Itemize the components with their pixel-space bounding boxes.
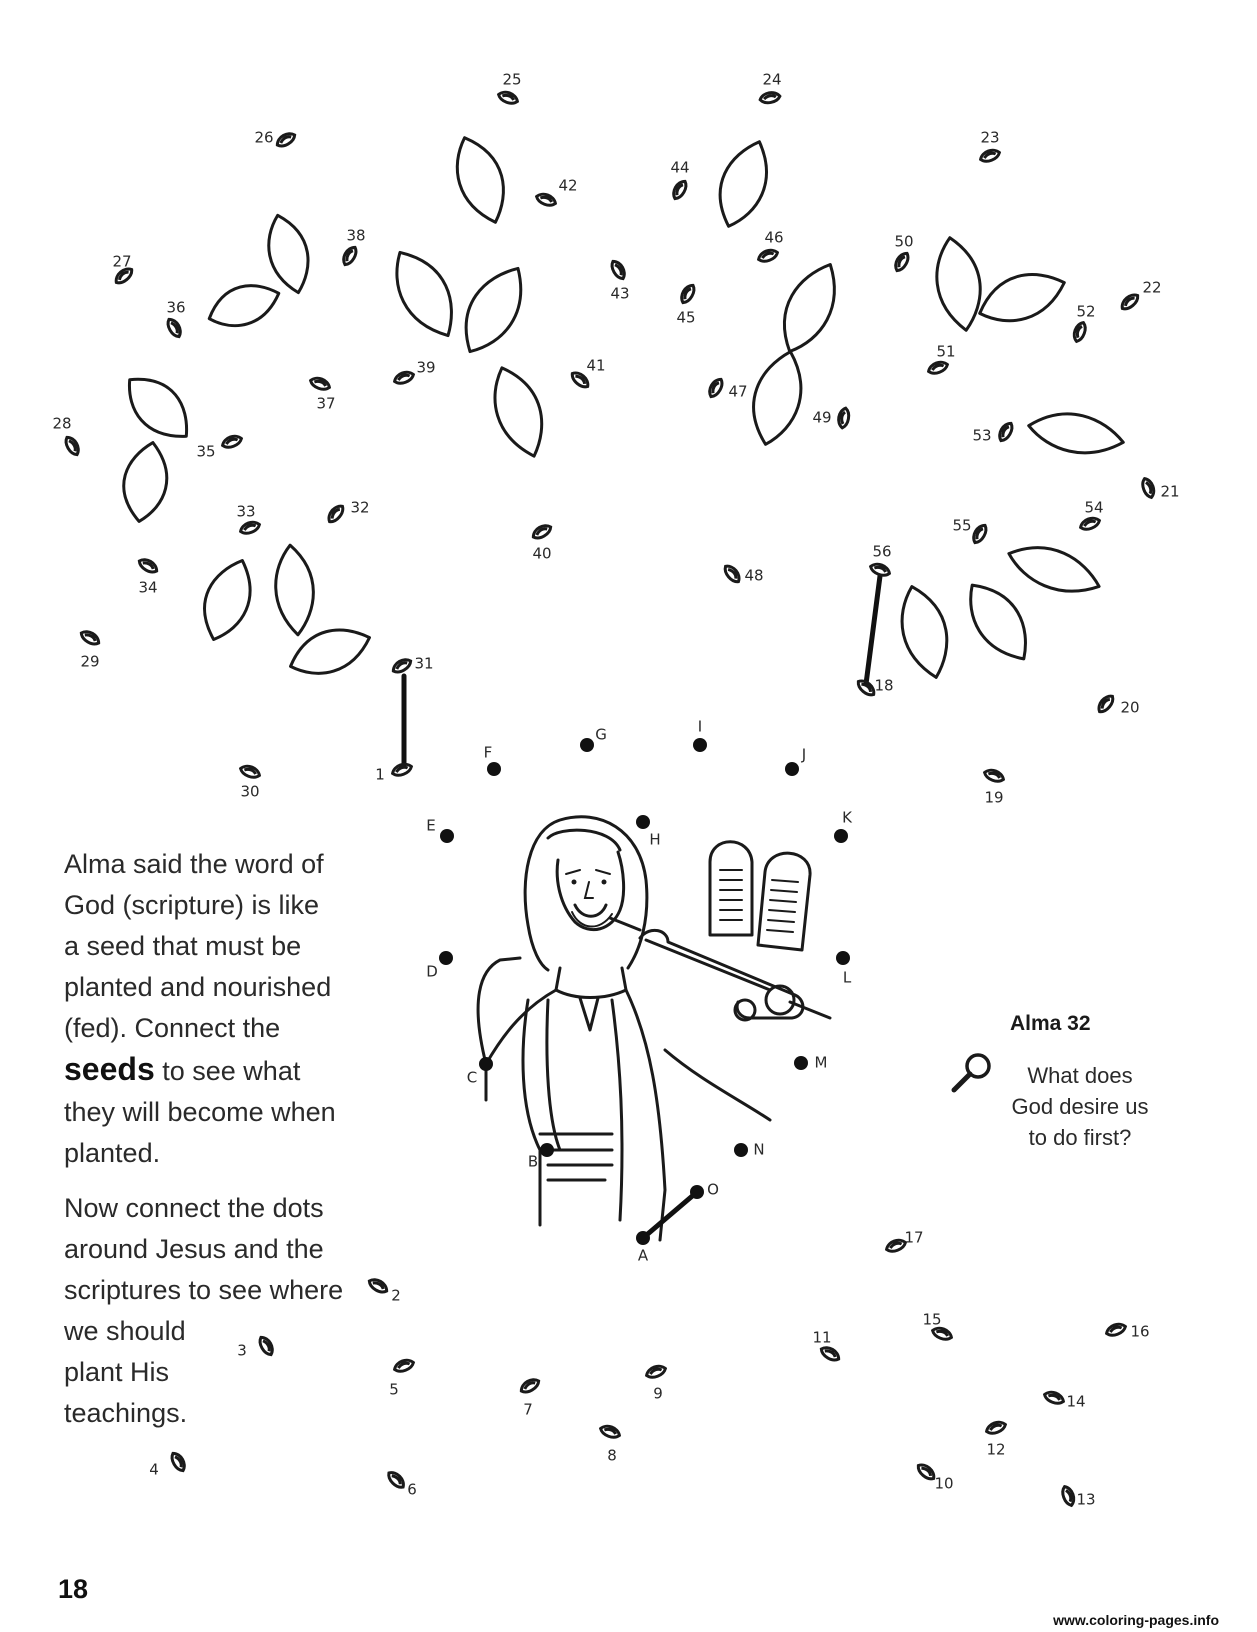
seed-number: 44 [670,158,690,177]
seed-number: 48 [744,566,764,585]
seed-9 [645,1364,667,1403]
seed-number: 18 [874,676,894,695]
seed-number: 2 [391,1286,401,1305]
seed-shape [983,768,1005,784]
seed-40 [531,522,553,562]
seed-44 [670,159,689,201]
seed-shape [979,148,1001,164]
leaf-shape [445,130,516,229]
intro-line: planted. [64,1138,161,1168]
seed-shape [309,376,331,392]
intro-line: a seed that must be [64,931,302,961]
intro-line: they will become when [64,1097,336,1127]
letter-dot-M [794,1054,827,1072]
seed-31 [391,655,434,675]
seed-number: 22 [1142,278,1162,297]
seed-number: 35 [196,442,216,461]
seed-10 [915,1462,953,1493]
seed-shape [927,360,949,376]
seed-51 [927,343,956,376]
letter-dot-E [426,817,454,844]
dot-letter: B [527,1152,539,1171]
seed-49 [812,407,850,428]
seed-shape [393,370,415,386]
seed-shape [670,179,688,201]
letter-dot-O [690,1181,719,1200]
intro-line: (fed). Connect the [64,1013,281,1043]
seed-shape [165,317,183,339]
seed-number: 29 [80,652,100,671]
seed-6 [386,1469,417,1498]
seed-43 [609,259,629,303]
seed-number: 38 [346,226,366,245]
seed-number: 37 [316,394,336,413]
seed-shape [1096,693,1116,715]
seed-shape [340,245,358,267]
seed-number: 36 [166,298,186,317]
intro-text [64,844,404,1448]
seed-number: 16 [1130,1322,1150,1341]
leaf-shape [381,241,468,347]
seed-number: 20 [1120,698,1140,717]
leaf-shape [118,439,174,525]
leaf-shape [743,346,811,450]
question-line: God desire us [1011,1094,1149,1119]
letter-dot-G [580,726,607,753]
seed-number: 42 [558,176,578,195]
intro-line: planted and nourished [64,972,332,1002]
instruction-line: Now connect the dots [64,1193,324,1223]
seed-15 [922,1311,953,1342]
seed-shape [706,377,724,399]
dot [580,738,594,752]
seed-14 [1043,1390,1085,1411]
leaf-shape [770,255,849,360]
seed-number: 34 [138,578,158,597]
seed-number: 19 [984,788,1004,807]
seed-39 [393,359,436,386]
seed-number: 55 [952,516,972,535]
seed-shape [137,556,159,574]
seed-28 [52,415,81,457]
seed-shape [722,563,742,585]
seed-shape [645,1364,667,1380]
seed-number: 3 [237,1341,247,1360]
seed-35 [196,434,242,461]
seed-shape [531,522,553,540]
seed-number: 25 [502,70,522,89]
seed-shape [391,656,413,674]
pre-drawn-connectors [404,576,880,766]
seed-number: 24 [762,70,782,89]
leaf-shape [284,618,377,684]
leaf-shape [193,553,261,646]
letter-dot-K [834,809,853,844]
seed-shape [169,1451,187,1473]
seed-number: 40 [532,544,552,563]
seed-number: 33 [236,502,256,521]
dot [636,815,650,829]
seed-20 [1096,693,1140,717]
seed-11 [812,1329,841,1363]
seed-19 [983,768,1005,807]
seed-50 [892,233,913,273]
seed-36 [165,299,185,339]
leaf-shape [483,360,555,463]
dot-letter: G [595,725,607,744]
seed-29 [79,628,101,670]
seed-shape [326,503,346,525]
dot [440,829,454,843]
seed-shape [275,130,297,148]
dot [479,1057,493,1071]
dot-letter: D [426,962,438,981]
seed-number: 9 [653,1384,663,1403]
seed-shape [609,259,627,281]
seed-45 [676,283,696,327]
letter-dot-D [426,951,453,981]
seed-shape [757,248,779,264]
dot-letter: A [637,1246,649,1265]
seed-shape [985,1420,1007,1436]
seed-number: 46 [764,228,784,247]
seed-23 [979,129,1001,164]
seed-25 [497,71,521,106]
seed-number: 15 [922,1310,942,1329]
seed-number: 52 [1076,302,1096,321]
dot [836,951,850,965]
seed-number: 51 [936,342,956,361]
seed-21 [1140,477,1179,501]
dot-letter: F [483,743,493,762]
seed-shape [599,1424,621,1440]
site-watermark: www.coloring-pages.info [1053,1612,1219,1628]
question-line: to do first? [1028,1125,1132,1150]
dot-letter: L [842,968,852,987]
dot [693,738,707,752]
leaf-shape [708,134,779,233]
seed-shape [239,520,261,536]
seed-shape [869,562,891,578]
seed-16 [1105,1322,1150,1341]
letter-dot-N [734,1141,765,1159]
letter-dot-C [467,1057,493,1087]
seed-shape [892,251,910,273]
seed-48 [722,563,763,585]
seed-shape [678,283,696,305]
intro-line: Alma said the word of [64,849,324,879]
letter-dot-H [636,815,661,849]
dot-letter: E [426,816,436,835]
leaf-shape [972,262,1071,333]
dot [734,1143,748,1157]
dot-letter: H [649,830,661,849]
seed-7 [519,1376,541,1418]
dot [439,951,453,965]
leaf-shape [955,573,1041,671]
leaf-shape [272,543,317,636]
seed-number: 23 [980,128,1000,147]
dot-letter: O [707,1180,719,1199]
seed-47 [706,377,747,401]
seed-shape [391,762,413,778]
seed-number: 6 [407,1480,417,1499]
seed-24 [759,71,781,105]
leaf-shape [115,364,201,450]
seed-number: 11 [812,1328,832,1347]
seed-4 [149,1451,187,1479]
dot [636,1231,650,1245]
dot [785,762,799,776]
seed-shape [759,91,780,104]
page-number: 18 [58,1574,89,1604]
instruction-line: teachings. [64,1398,188,1428]
seed-56 [869,543,891,578]
seed-12 [985,1420,1007,1459]
seed-shape [239,764,261,780]
seed-number: 1 [375,765,385,784]
seed-26 [254,129,296,149]
dot [487,762,501,776]
dot [794,1056,808,1070]
seed-number: 8 [607,1446,617,1465]
instruction-line: scriptures to see where [64,1275,344,1305]
seed-number: 47 [728,382,748,401]
seed-54 [1079,499,1104,532]
leaf-shape [260,210,317,297]
seed-37 [309,376,335,413]
instruction-line: around Jesus and the [64,1234,324,1264]
dot [690,1185,704,1199]
dot-letter: K [842,808,852,827]
seed-32 [326,499,370,525]
seed-shape [79,628,101,646]
jesus-with-scriptures-illustration [478,817,830,1240]
seed-number: 39 [416,358,436,377]
intro-line: God (scripture) is like [64,890,320,920]
question-line: What does [1027,1063,1133,1088]
instruction-line: plant His [64,1357,170,1387]
seed-number: 7 [523,1400,533,1419]
seed-number: 4 [149,1460,159,1479]
leaf-shape [1003,535,1106,603]
seed-30 [239,764,261,801]
seed-number: 56 [872,542,892,561]
dot-letter: N [753,1140,765,1159]
dot-letter: I [697,717,703,736]
letter-dot-I [693,718,707,753]
seed-number: 43 [610,284,630,303]
seed-shape [970,523,988,545]
seed-number: 21 [1160,482,1180,501]
seed-number: 32 [350,498,370,517]
seed-38 [340,227,365,267]
intro-line: to see what [162,1056,301,1086]
seed-number: 45 [676,308,696,327]
tree-leaves [115,130,1126,684]
leaf-shape [203,275,285,335]
seed-46 [757,229,784,264]
seed-number: 14 [1066,1392,1086,1411]
seeds-emphasis: seeds [64,1051,155,1087]
seed-number: 13 [1076,1490,1096,1509]
connector-line [866,576,880,684]
seed-number: 53 [972,426,992,445]
seed-number: 31 [414,654,434,673]
seed-13 [1060,1485,1095,1509]
seed-shape [63,435,81,457]
seed-shape [1072,321,1088,343]
seed-number: 54 [1084,498,1104,517]
seed-27 [112,253,134,286]
leaf-shape [930,234,988,334]
leaf-shape [1026,407,1127,460]
dot [540,1143,554,1157]
letter-dot-J [785,746,806,777]
letter-dot-A [636,1231,650,1265]
seed-number: 5 [389,1380,399,1399]
seed-shape [1105,1322,1127,1338]
seed-number: 28 [52,414,72,433]
scripture-reference-title: Alma 32 [1010,1012,1091,1035]
seed-8 [599,1424,621,1465]
seed-number: 26 [254,128,274,147]
intro-paragraph [64,844,404,1174]
seed-number: 10 [934,1474,954,1493]
seed-shape [497,90,519,106]
dot-letter: C [466,1068,478,1087]
seed-number: 30 [240,782,260,801]
seed-18 [855,677,893,698]
seed-22 [1119,279,1162,312]
seed-shape [1140,477,1156,499]
seed-17 [885,1229,924,1254]
seed-52 [1072,303,1096,343]
seed-shape [519,1376,541,1394]
seed-shape [819,1344,841,1362]
seed-1 [375,762,413,784]
seed-shape [221,434,243,450]
seed-number: 27 [112,252,132,271]
letter-dot-F [484,744,501,777]
seed-shape [386,1469,407,1490]
seed-34 [137,556,159,596]
reference-question [990,1060,1170,1153]
seed-shape [1079,516,1101,532]
seed-shape [1119,292,1141,312]
seed-number: 50 [894,232,914,251]
seed-number: 17 [904,1228,924,1247]
dot-letter: J [801,745,807,764]
leaf-shape [892,581,957,683]
instruction-line: we should [64,1316,186,1346]
seed-42 [535,177,577,208]
seed-shape [837,407,850,428]
seed-shape [1043,1390,1065,1406]
seed-53 [972,421,1014,445]
leaf-shape [450,257,537,363]
seed-number: 12 [986,1440,1006,1459]
seed-shape [996,421,1014,443]
seed-41 [569,357,605,390]
seed-55 [952,517,988,545]
instruction-paragraph [64,1188,404,1434]
dot [834,829,848,843]
dot-letter: M [814,1053,828,1072]
seed-shape [1060,1485,1076,1507]
seed-number: 41 [586,356,606,375]
seed-33 [236,503,260,536]
seed-number: 49 [812,408,832,427]
letter-dot-L [836,951,852,987]
connector-line [643,1192,697,1238]
seed-shape [535,192,557,208]
